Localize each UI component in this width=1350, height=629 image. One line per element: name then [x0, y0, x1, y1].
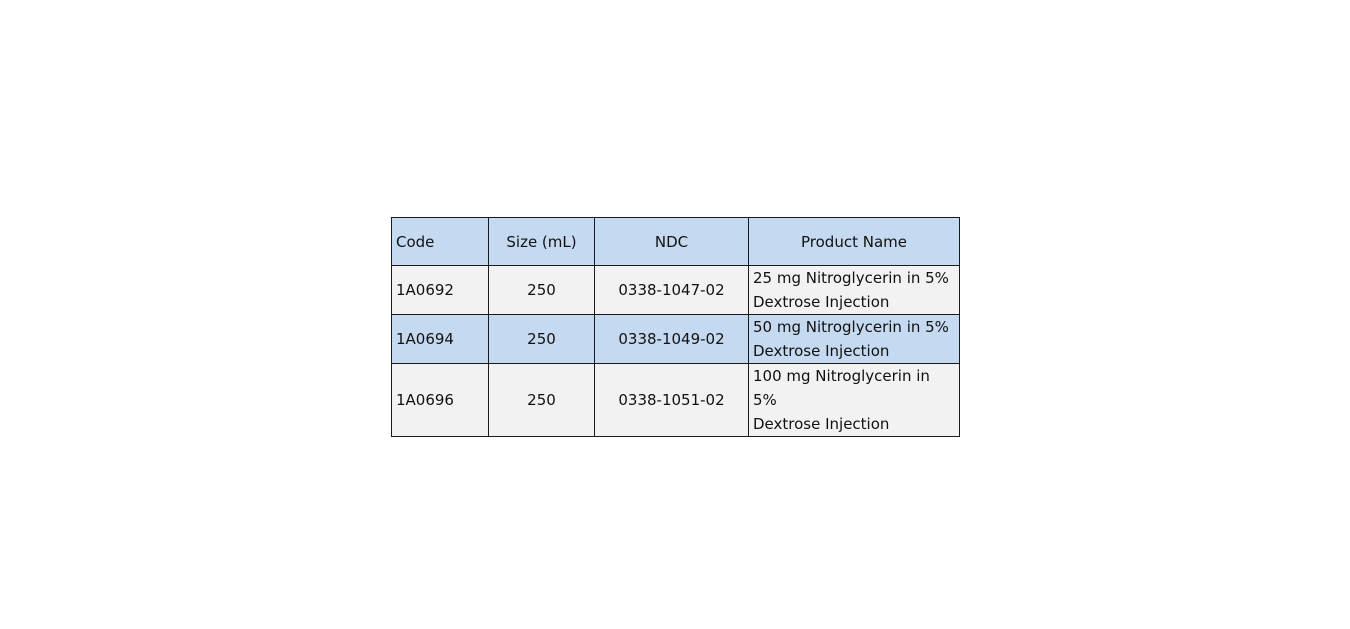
cell-size: 250 — [489, 266, 595, 315]
product-name-line: Dextrose Injection — [753, 342, 890, 360]
cell-product-name — [749, 364, 960, 437]
cell-code: 1A0694 — [392, 315, 489, 364]
product-name-line: Dextrose Injection — [753, 293, 890, 311]
cell-code: 1A0696 — [392, 364, 489, 437]
header-product-name: Product Name — [749, 218, 960, 266]
product-table — [391, 217, 960, 437]
cell-ndc: 0338-1051-02 — [595, 364, 749, 437]
table-row — [392, 364, 960, 437]
cell-size: 250 — [489, 315, 595, 364]
product-name-line: 100 mg Nitroglycerin in 5% — [753, 367, 930, 409]
product-name-line: 50 mg Nitroglycerin in 5% — [753, 318, 949, 336]
cell-ndc: 0338-1047-02 — [595, 266, 749, 315]
cell-ndc: 0338-1049-02 — [595, 315, 749, 364]
header-ndc: NDC — [595, 218, 749, 266]
product-name-line: Dextrose Injection — [753, 415, 890, 433]
cell-product-name — [749, 266, 960, 315]
table-header-row — [392, 218, 960, 266]
table-row — [392, 315, 960, 364]
header-code: Code — [392, 218, 489, 266]
header-size: Size (mL) — [489, 218, 595, 266]
cell-size: 250 — [489, 364, 595, 437]
product-name-line: 25 mg Nitroglycerin in 5% — [753, 269, 949, 287]
cell-code: 1A0692 — [392, 266, 489, 315]
table-row — [392, 266, 960, 315]
cell-product-name — [749, 315, 960, 364]
